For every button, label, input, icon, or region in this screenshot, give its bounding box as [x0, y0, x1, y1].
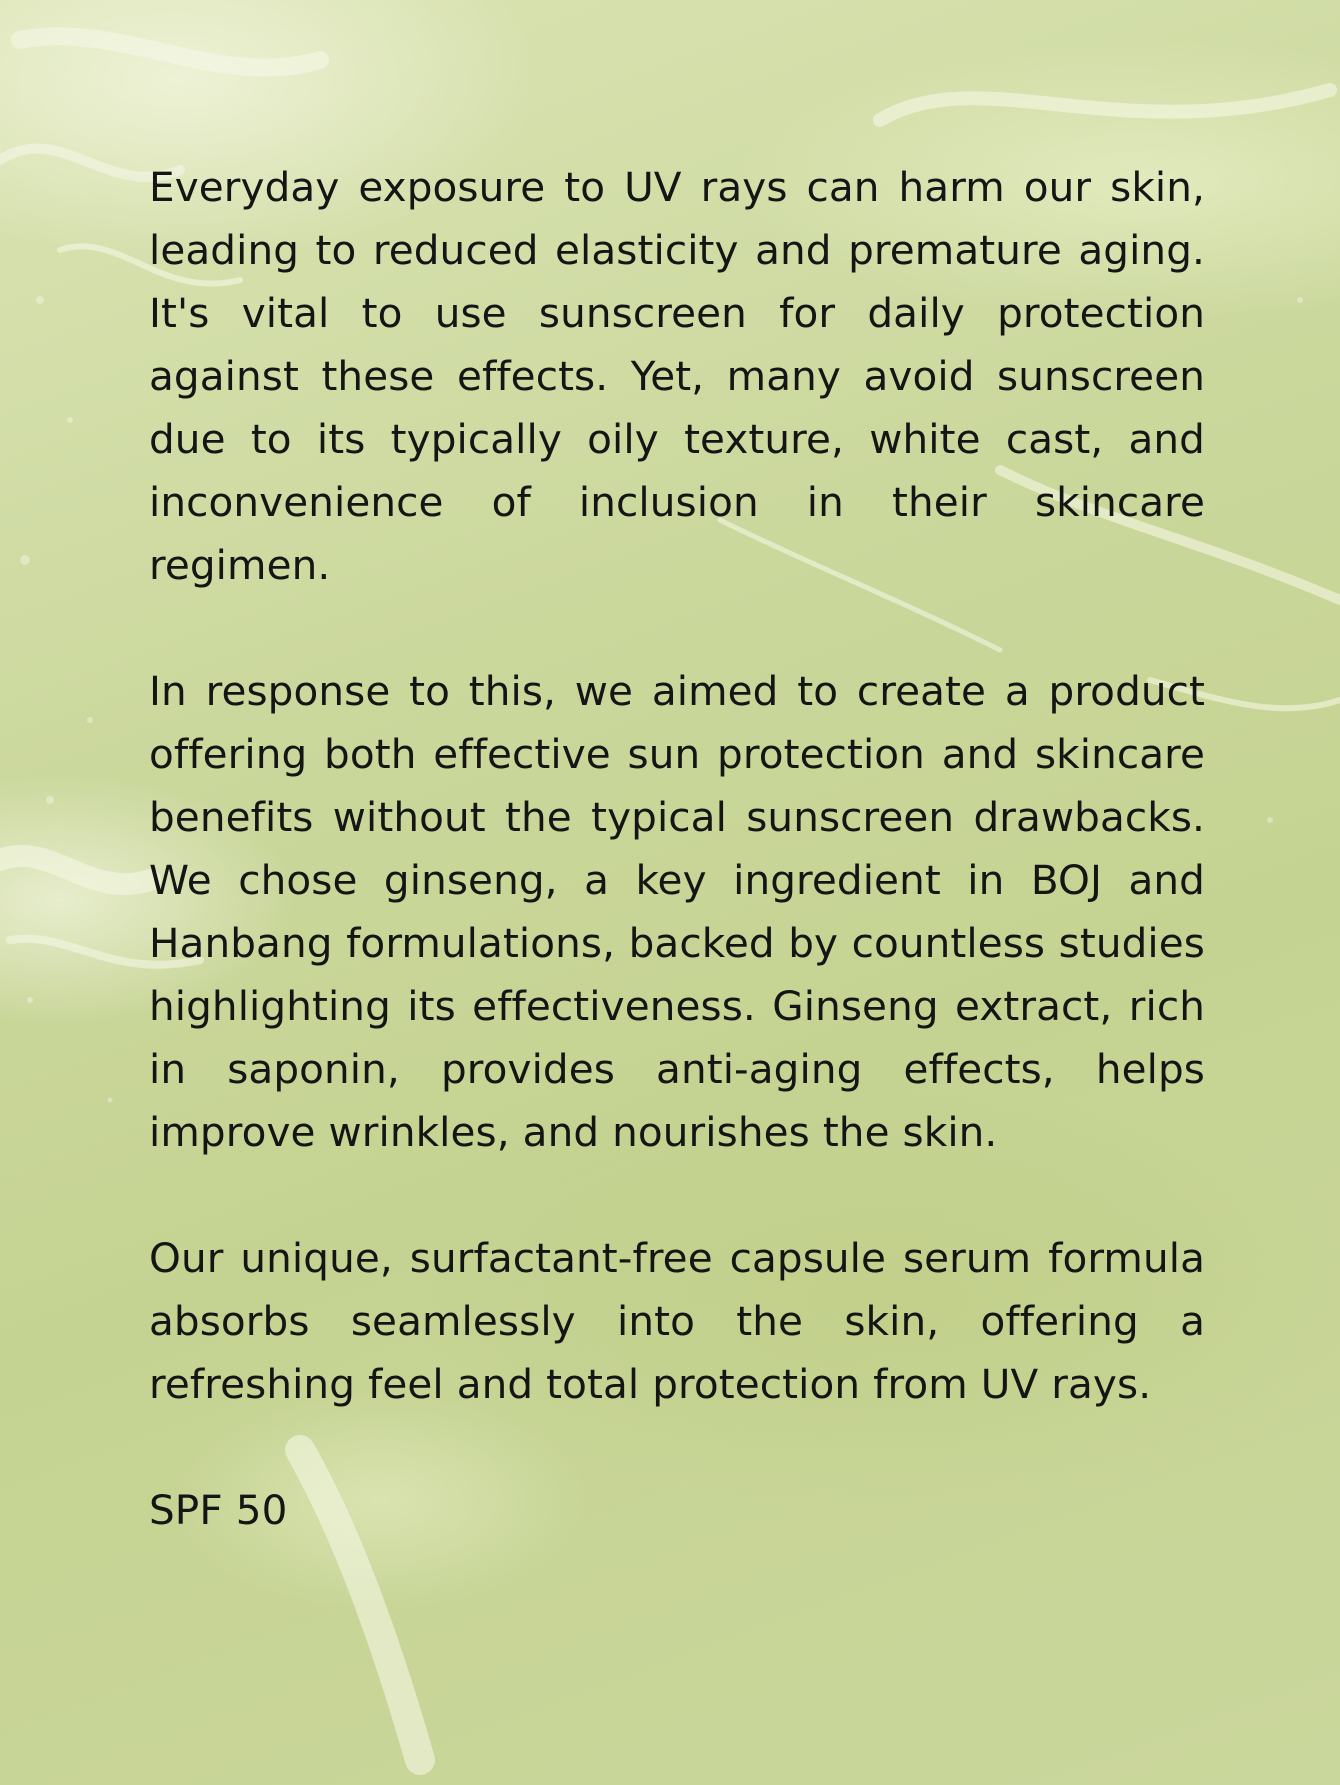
paragraph-ginseng-response: In response to this, we aimed to create a product offering both effective sun protection and skincare benefits without the typical sunscreen drawbacks. We chose ginseng, a key ingredient in BOJ and Hanbang formulations, backed by countless studies highlighting its effectiveness. Ginseng extract, rich in saponin, provides anti-aging effects, helps improve wrinkles, and nourishes the skin. — [149, 667, 1205, 1156]
paragraph-uv-exposure: Everyday exposure to UV rays can harm our skin, leading to reduced elasticity and premature aging. It's vital to use sunscreen for daily protection against these effects. Yet, many avoid sunscreen due to its typically oily texture, white cast, and inconvenience of inclusion in their skincare regimen. — [149, 163, 1205, 589]
paragraph-capsule-serum: Our unique, surfactant-free capsule serum formula absorbs seamlessly into the skin, offering a refreshing feel and total protection from UV rays. — [149, 1234, 1205, 1408]
description-text-block — [149, 156, 1205, 1542]
spf-label: SPF 50 — [149, 1486, 288, 1534]
